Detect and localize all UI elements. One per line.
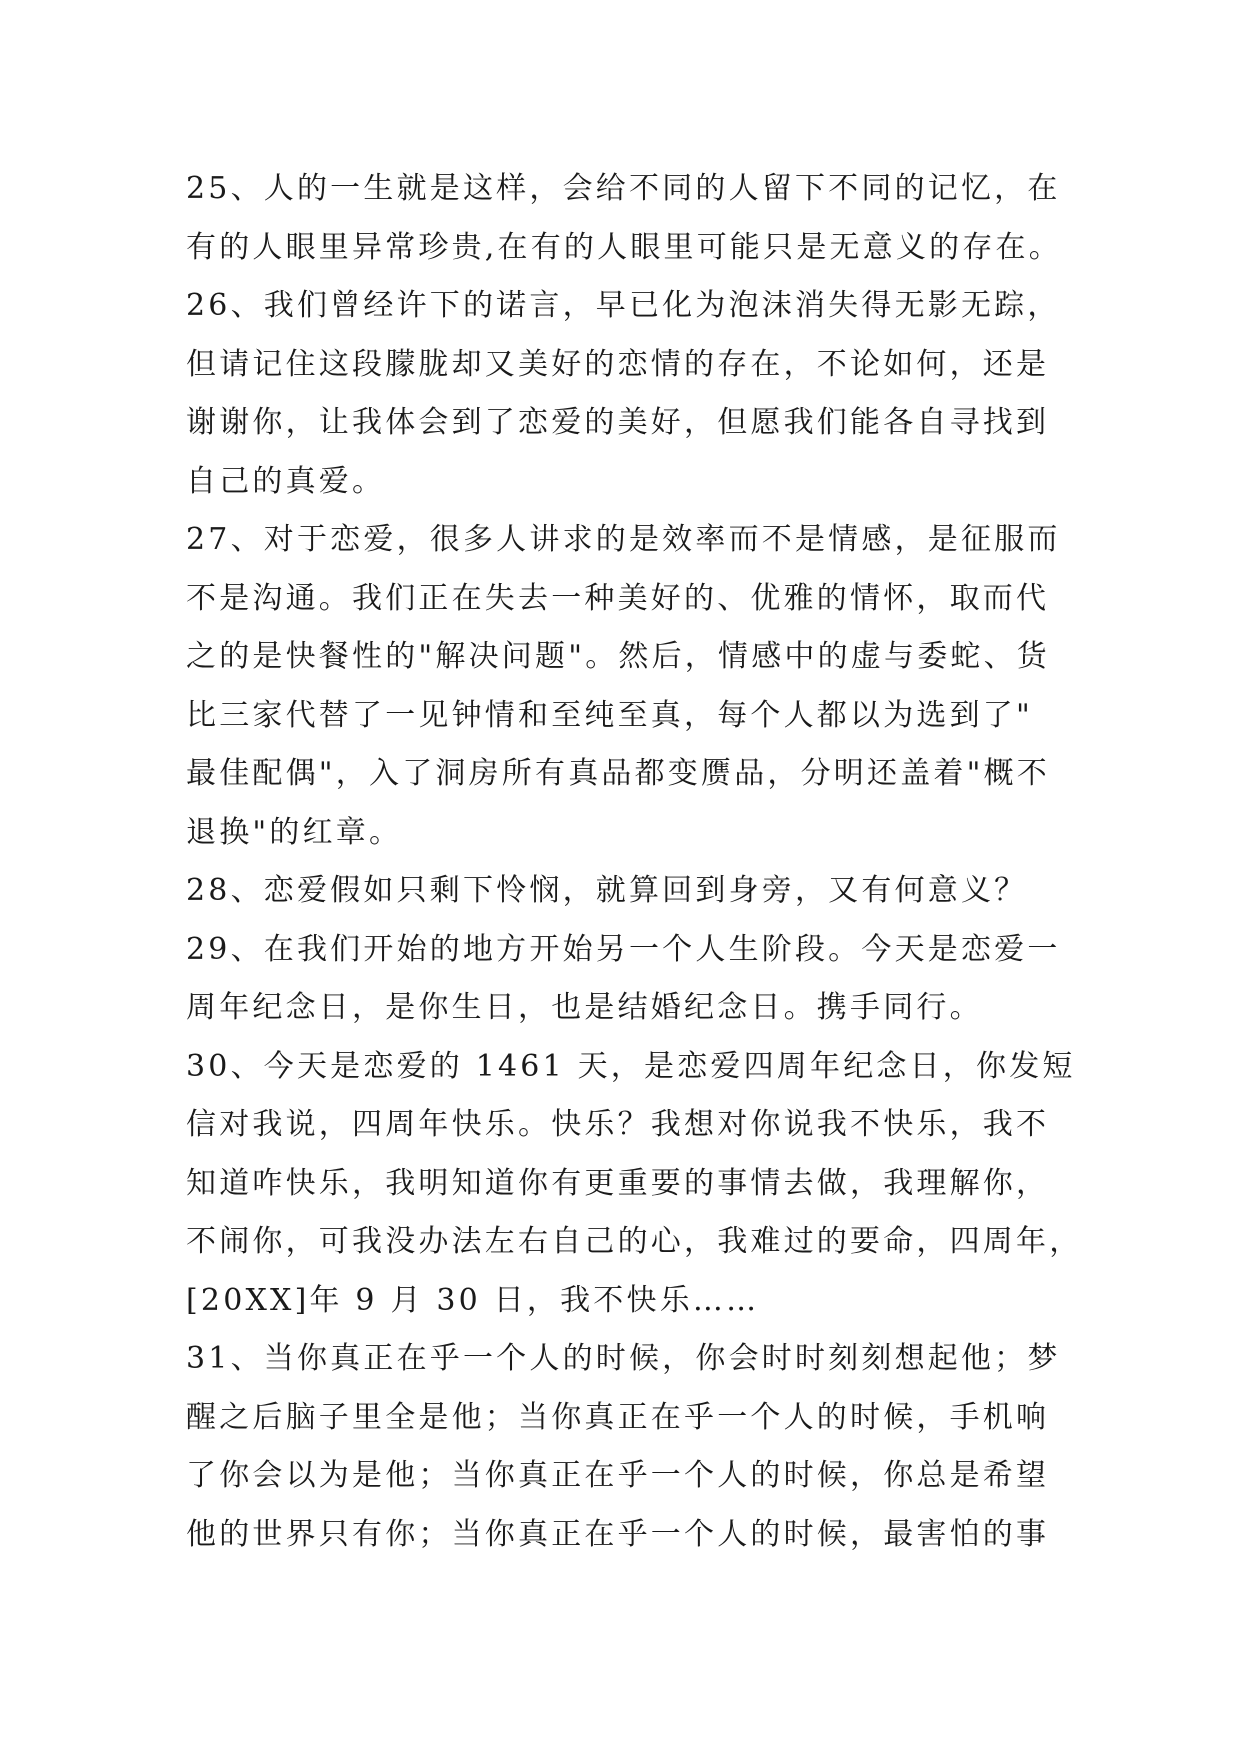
text-line: 他的世界只有你；当你真正在乎一个人的时候，最害怕的事 <box>186 1516 1050 1552</box>
text-line: 27、对于恋爱，很多人讲求的是效率而不是情感，是征服而 <box>186 522 1061 557</box>
text-line: 26、我们曾经许下的诺言，早已化为泡沫消失得无影无踪， <box>186 288 1061 323</box>
text-line: 知道咋快乐，我明知道你有更重要的事情去做，我理解你， <box>186 1165 1050 1201</box>
text-line: 周年纪念日，是你生日，也是结婚纪念日。携手同行。 <box>186 990 983 1025</box>
text-line: 比三家代替了一见钟情和至纯至真，每个人都以为选到了" <box>186 697 1033 733</box>
document-body <box>186 160 1086 1564</box>
text-line: 29、在我们开始的地方开始另一个人生阶段。今天是恋爱一 <box>186 931 1061 967</box>
text-line: [20XX]年 9 月 30 日，我不快乐…… <box>186 1282 760 1318</box>
text-line: 31、当你真正在乎一个人的时候，你会时时刻刻想起他；梦 <box>186 1341 1061 1376</box>
text-line: 28、恋爱假如只剩下怜悯，就算回到身旁，又有何意义？ <box>186 873 1028 908</box>
text-line: 30、今天是恋爱的 1461 天，是恋爱四周年纪念日，你发短 <box>186 1048 1076 1084</box>
text-line: 自己的真爱。 <box>186 463 386 499</box>
text-line: 最佳配偶"，入了洞房所有真品都变赝品，分明还盖着"概不 <box>186 756 1050 791</box>
text-line: 不是沟通。我们正在失去一种美好的、优雅的情怀，取而代 <box>186 580 1050 616</box>
text-line: 不闹你，可我没办法左右自己的心，我难过的要命，四周年， <box>186 1224 1083 1259</box>
text-line: 谢谢你，让我体会到了恋爱的美好，但愿我们能各自寻找到 <box>186 405 1050 440</box>
text-line: 了你会以为是他；当你真正在乎一个人的时候，你总是希望 <box>186 1458 1050 1493</box>
text-line: 25、人的一生就是这样，会给不同的人留下不同的记忆，在 <box>186 171 1061 206</box>
text-line: 之的是快餐性的"解决问题"。然后，情感中的虚与委蛇、货 <box>186 639 1050 674</box>
text-line: 醒之后脑子里全是他；当你真正在乎一个人的时候，手机响 <box>186 1399 1050 1435</box>
text-line: 退换"的红章。 <box>186 814 403 850</box>
text-line: 有的人眼里异常珍贵,在有的人眼里可能只是无意义的存在。 <box>186 229 1062 265</box>
text-line: 但请记住这段朦胧却又美好的恋情的存在，不论如何，还是 <box>186 346 1050 382</box>
text-line: 信对我说，四周年快乐。快乐？我想对你说我不快乐，我不 <box>186 1107 1050 1142</box>
